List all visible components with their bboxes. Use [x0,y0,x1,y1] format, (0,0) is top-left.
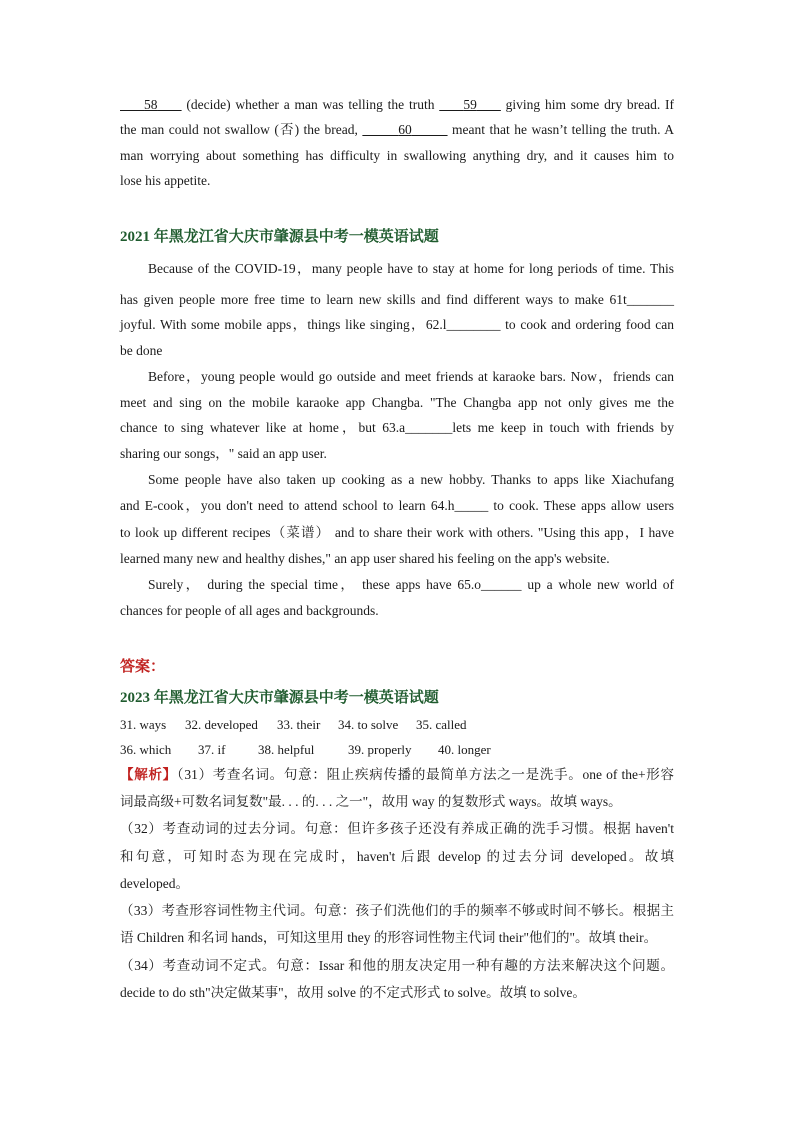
heading-2023-exam: 2023 年黑龙江省大庆市肇源县中考一模英语试题 [120,690,439,706]
analysis-line-7: 语 Children 和名词 hands，可知这里用 they 的形容词性物主代词 their"他们的"。故填 their。 [120,930,658,945]
answer-31: 31. ways [120,717,167,732]
analysis-line-4: 和句意，可知时态为现在完成时，haven't 后跟 develop 的过去分词 developed。故填 [120,849,674,864]
p1-line-3: joyful. With some mobile apps，things like singing，62.l________ to cook and ordering food can [120,317,674,332]
analysis-line-8: （34）考查动词不定式。句意：Issar 和他的朋友决定用一种有趣的方法来解决这个问题。 [120,958,674,973]
answer-35: 35. called [416,717,467,732]
p3-line-4: learned many new and healthy dishes," an app user shared his feeling on the app's website. [120,551,610,566]
heading-2021-exam: 2021 年黑龙江省大庆市肇源县中考一模英语试题 [120,229,439,245]
answer-34: 34. to solve [338,717,399,732]
p3-line-3: to look up different recipes（菜谱） and to share their work with others. "Using this app，I have [120,525,674,540]
p2-line-2: meet and sing on the mobile karaoke app Changba. "The Changba app not only gives me the [120,395,674,410]
analysis-line-1: 【解析】（31）考查名词。句意：阻止疾病传播的最简单方法之一是洗手。one of the+形容 [120,767,675,782]
analysis-line-9: decide to do sth"决定做某事"，故用 solve 的不定式形式 to solve。故填 to solve。 [120,985,586,1000]
p4-line-1: Surely， during the special time， these apps have 65.o______ up a whole new world of [148,577,674,592]
answer-label: 答案： [120,659,166,675]
top-passage-line-4: lose his appetite. [120,173,211,188]
analysis-line-6: （33）考查形容词性物主代词。句意：孩子们洗他们的手的频率不够或时间不够长。根据主 [120,903,674,918]
p3-line-1: Some people have also taken up cooking as a new hobby. Thanks to apps like Xiachufang [148,472,674,487]
analysis-tag: 【解析】 [120,767,177,782]
answer-32: 32. developed [185,717,258,732]
p2-line-3: chance to sing whatever like at home，but 63.a_______lets me keep in touch with friends by [120,420,674,435]
answer-37: 37. if [198,742,226,757]
p1-line-4: be done [120,343,163,358]
p1-line-2: has given people more free time to learn new skills and find different ways to make 61t_______ [120,292,674,307]
p1-line-1: Because of the COVID-19，many people have to stay at home for long periods of time. This [148,261,674,276]
analysis-line-3: （32）考查动词的过去分词。句意：但许多孩子还没有养成正确的洗手习惯。根据 haven't [120,821,674,836]
p4-line-2: chances for people of all ages and backgrounds. [120,603,379,618]
answer-40: 40. longer [438,742,491,757]
analysis-line-5: developed。 [120,876,189,891]
blank-59: 59 [463,97,477,112]
answer-36: 36. which [120,742,172,757]
top-passage-line-1: 58 (decide) whether a man was telling the truth 59 giving him some dry bread. If [144,97,675,112]
answer-39: 39. properly [348,742,412,757]
answer-33: 33. their [277,717,321,732]
p2-line-1: Before，young people would go outside and meet friends at karaoke bars. Now，friends can [148,369,674,384]
p2-line-4: sharing our songs，" said an app user. [120,446,327,461]
answer-38: 38. helpful [258,742,315,757]
blank-58: 58 [144,97,158,112]
top-passage-line-2: the man could not swallow (否) the bread, 60 meant that he wasn’t telling the truth. A [120,122,674,137]
top-passage-line-3: man worrying about something has difficulty in swallowing anything dry, and it causes him to [120,148,674,163]
analysis-line-2: 词最高级+可数名词复数"最. . . 的. . . 之一"，故用 way 的复数形式 ways。故填 ways。 [120,794,622,809]
blank-60: 60 [398,122,412,137]
p3-line-2: and E-cook，you don't need to attend school to learn 64.h_____ to cook. These apps allow users [120,498,674,513]
